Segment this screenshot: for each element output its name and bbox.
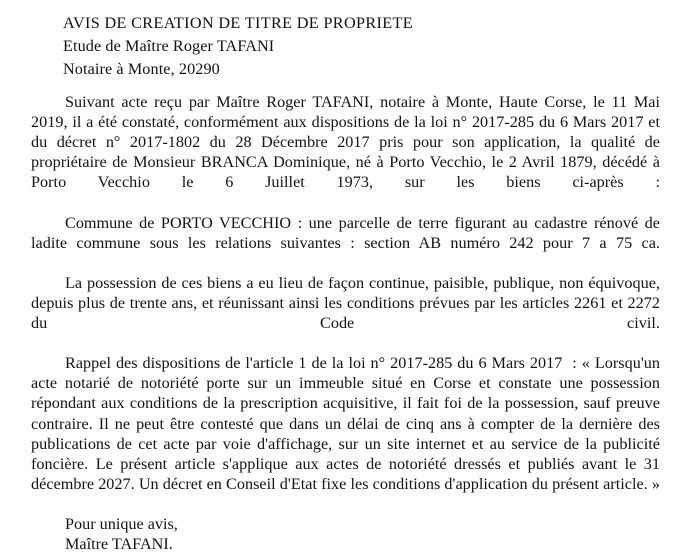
notary-office-line: Etude de Maître Roger TAFANI bbox=[63, 37, 275, 55]
paragraph-text: La possession de ces biens a eu lieu de façon continue, paisible, publique, non équivoque, depuis plus de trente ans, et réunissant ainsi les conditions prévues par les articles 2261 et 2272 du Code civil. bbox=[31, 273, 660, 333]
document-heading bbox=[63, 12, 663, 81]
paragraph-text: Commune de PORTO VECCHIO : une parcelle de terre figurant au cadastre rénové de ladite commune sous les relations suivantes : section AB numéro 242 pour 7 a 75 ca. bbox=[31, 213, 660, 252]
notary-address-line: Notaire à Monte, 20290 bbox=[63, 60, 220, 78]
paragraph-commune-parcelle bbox=[31, 213, 660, 273]
paragraph-rappel-article bbox=[31, 353, 660, 514]
document-body bbox=[31, 92, 660, 554]
closing-line: Pour unique avis, bbox=[65, 514, 178, 533]
paragraph-text: Rappel des dispositions de l'article 1 de la loi n° 2017-285 du 6 Mars 2017 : « Lorsqu'un acte notarié de notoriété porte sur un immeuble situé en Corse et constate une possession répondant aux conditions de la prescription acquisitive, il fait foi de la possession, sauf preuve contraire. Il ne peut être contesté que dans un délai de cinq ans à compter de la dernière des publications de cet acte par voie d'affichage, sur un site internet et au service de la publicité foncière. Le présent article s'applique aux actes de notoriété dressés et publiés avant le 31 décembre 2027. Un décret en Conseil d'Etat fixe les conditions d'application du présent article. » bbox=[31, 354, 660, 493]
paragraph-text: Suivant acte reçu par Maître Roger TAFANI, notaire à Monte, Haute Corse, le 11 Mai 2019, il a été constaté, conformément aux dispositions de la loi n° 2017-285 du 6 Mars 2017 et du décret n° 2017-1802 du 28 Décembre 2017 pris pour son application, la qualité de propriétaire de Monsieur BRANCA Dominique, né à Porto Vecchio, le 2 Avril 1879, décédé à Porto Vecchio le 6 Juillet 1973, sur les biens ci-après : bbox=[31, 93, 660, 192]
document-title: AVIS DE CREATION DE TITRE DE PROPRIETE bbox=[63, 14, 413, 32]
paragraph-acte-recu bbox=[31, 92, 660, 213]
paragraph-possession bbox=[31, 273, 660, 353]
signatory-line: Maître TAFANI. bbox=[65, 535, 173, 554]
